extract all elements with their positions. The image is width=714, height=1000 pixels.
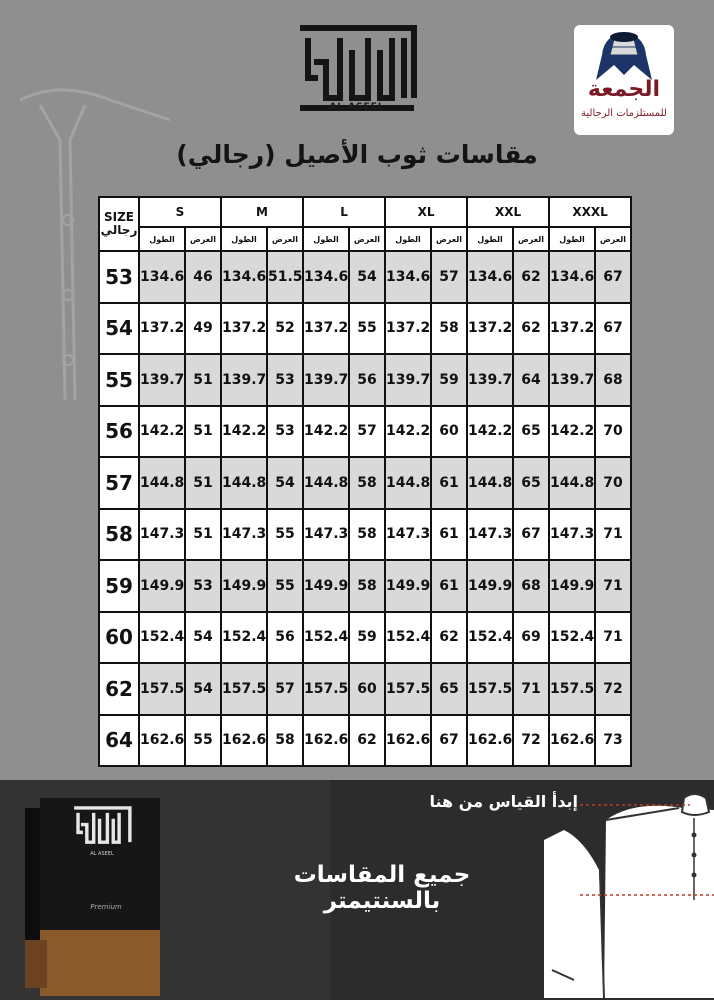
width-cell: 49 xyxy=(185,303,221,355)
width-cell: 57 xyxy=(349,406,385,458)
table-row xyxy=(99,663,631,715)
length-cell: 134.6 xyxy=(303,251,349,303)
width-cell: 61 xyxy=(431,509,467,561)
width-cell: 56 xyxy=(349,354,385,406)
width-cell: 51 xyxy=(185,509,221,561)
box-script-text: Premium xyxy=(90,903,122,911)
width-cell: 72 xyxy=(513,715,549,767)
table-row xyxy=(99,303,631,355)
width-cell: 53 xyxy=(185,560,221,612)
length-cell: 149.9 xyxy=(385,560,431,612)
width-cell: 64 xyxy=(513,354,549,406)
width-cell: 67 xyxy=(513,509,549,561)
width-cell: 54 xyxy=(267,457,303,509)
width-cell: 62 xyxy=(431,612,467,664)
width-cell: 51 xyxy=(185,354,221,406)
length-cell: 144.8 xyxy=(303,457,349,509)
width-cell: 71 xyxy=(595,612,631,664)
length-cell: 139.7 xyxy=(467,354,513,406)
width-subheader: العرض xyxy=(431,227,467,251)
row-size-label: 56 xyxy=(99,406,139,458)
width-subheader: العرض xyxy=(513,227,549,251)
length-cell: 147.3 xyxy=(221,509,267,561)
width-cell: 61 xyxy=(431,560,467,612)
size-header-en: SIZE xyxy=(103,210,134,224)
length-cell: 152.4 xyxy=(385,612,431,664)
box-logo-icon xyxy=(72,805,132,850)
row-size-label: 53 xyxy=(99,251,139,303)
row-size-label: 54 xyxy=(99,303,139,355)
table-row xyxy=(99,354,631,406)
length-cell: 149.9 xyxy=(139,560,185,612)
width-cell: 71 xyxy=(595,509,631,561)
width-cell: 73 xyxy=(595,715,631,767)
width-cell: 55 xyxy=(185,715,221,767)
table-row xyxy=(99,715,631,767)
length-cell: 142.2 xyxy=(549,406,595,458)
size-column-header: L xyxy=(303,197,385,227)
width-cell: 60 xyxy=(431,406,467,458)
width-cell: 67 xyxy=(431,715,467,767)
length-cell: 139.7 xyxy=(385,354,431,406)
length-subheader: الطول xyxy=(385,227,431,251)
length-cell: 147.3 xyxy=(549,509,595,561)
width-cell: 71 xyxy=(595,560,631,612)
width-cell: 55 xyxy=(349,303,385,355)
width-cell: 69 xyxy=(513,612,549,664)
length-cell: 152.4 xyxy=(549,612,595,664)
measure-line-icon xyxy=(580,802,714,898)
box-wood-base xyxy=(40,930,160,996)
width-subheader: العرض xyxy=(595,227,631,251)
width-cell: 62 xyxy=(349,715,385,767)
length-cell: 144.8 xyxy=(385,457,431,509)
length-cell: 157.5 xyxy=(549,663,595,715)
size-header-ar: رجالي xyxy=(100,223,138,237)
width-cell: 61 xyxy=(431,457,467,509)
box-wood-edge xyxy=(25,940,47,988)
width-cell: 65 xyxy=(431,663,467,715)
width-cell: 58 xyxy=(349,457,385,509)
width-cell: 51.5 xyxy=(267,251,303,303)
length-cell: 137.2 xyxy=(385,303,431,355)
size-header-cell xyxy=(99,197,139,251)
length-cell: 134.6 xyxy=(221,251,267,303)
table-row xyxy=(99,560,631,612)
length-cell: 137.2 xyxy=(303,303,349,355)
length-cell: 162.6 xyxy=(303,715,349,767)
width-cell: 70 xyxy=(595,457,631,509)
length-cell: 134.6 xyxy=(467,251,513,303)
length-cell: 139.7 xyxy=(549,354,595,406)
width-subheader: العرض xyxy=(185,227,221,251)
store-name: الجمعة xyxy=(587,77,661,102)
length-cell: 142.2 xyxy=(221,406,267,458)
length-cell: 147.3 xyxy=(303,509,349,561)
length-cell: 152.4 xyxy=(303,612,349,664)
length-cell: 147.3 xyxy=(385,509,431,561)
width-cell: 59 xyxy=(431,354,467,406)
length-cell: 139.7 xyxy=(139,354,185,406)
length-subheader: الطول xyxy=(467,227,513,251)
length-cell: 149.9 xyxy=(467,560,513,612)
width-cell: 67 xyxy=(595,303,631,355)
width-cell: 62 xyxy=(513,303,549,355)
table-row xyxy=(99,406,631,458)
width-cell: 52 xyxy=(267,303,303,355)
length-cell: 147.3 xyxy=(139,509,185,561)
table-row xyxy=(99,251,631,303)
size-column-header: XXXL xyxy=(549,197,631,227)
length-cell: 137.2 xyxy=(467,303,513,355)
width-cell: 58 xyxy=(267,715,303,767)
row-size-label: 64 xyxy=(99,715,139,767)
size-column-header: XL xyxy=(385,197,467,227)
length-subheader: الطول xyxy=(221,227,267,251)
width-cell: 60 xyxy=(349,663,385,715)
length-cell: 144.8 xyxy=(139,457,185,509)
size-column-header: XXL xyxy=(467,197,549,227)
length-cell: 144.8 xyxy=(549,457,595,509)
length-cell: 162.6 xyxy=(549,715,595,767)
length-cell: 162.6 xyxy=(139,715,185,767)
width-subheader: العرض xyxy=(349,227,385,251)
width-cell: 58 xyxy=(349,560,385,612)
width-cell: 54 xyxy=(185,663,221,715)
width-cell: 55 xyxy=(267,560,303,612)
headscarf-icon xyxy=(574,25,674,85)
width-cell: 72 xyxy=(595,663,631,715)
length-cell: 147.3 xyxy=(467,509,513,561)
store-tagline: للمستلزمات الرجالية xyxy=(581,108,667,119)
length-subheader: الطول xyxy=(139,227,185,251)
width-cell: 67 xyxy=(595,251,631,303)
width-cell: 65 xyxy=(513,406,549,458)
width-cell: 51 xyxy=(185,406,221,458)
length-cell: 162.6 xyxy=(221,715,267,767)
length-cell: 137.2 xyxy=(139,303,185,355)
page-title: مقاسات ثوب الأصيل (رجالي) xyxy=(176,140,538,169)
width-cell: 71 xyxy=(513,663,549,715)
all-cm-label: جميع المقاسات بالسنتيمتر xyxy=(293,862,471,914)
length-cell: 149.9 xyxy=(303,560,349,612)
length-cell: 157.5 xyxy=(139,663,185,715)
table-row xyxy=(99,612,631,664)
length-cell: 142.2 xyxy=(139,406,185,458)
width-cell: 68 xyxy=(595,354,631,406)
row-size-label: 58 xyxy=(99,509,139,561)
row-size-label: 55 xyxy=(99,354,139,406)
length-cell: 162.6 xyxy=(467,715,513,767)
width-cell: 55 xyxy=(267,509,303,561)
alaseel-logo-icon xyxy=(296,22,418,114)
width-subheader: العرض xyxy=(267,227,303,251)
length-cell: 144.8 xyxy=(221,457,267,509)
width-cell: 59 xyxy=(349,612,385,664)
row-size-label: 60 xyxy=(99,612,139,664)
box-logo-subtitle: AL ASEEL xyxy=(90,851,114,857)
store-badge xyxy=(574,25,674,135)
length-cell: 149.9 xyxy=(549,560,595,612)
width-cell: 58 xyxy=(349,509,385,561)
length-cell: 134.6 xyxy=(549,251,595,303)
width-cell: 57 xyxy=(431,251,467,303)
length-cell: 162.6 xyxy=(385,715,431,767)
length-cell: 139.7 xyxy=(303,354,349,406)
length-cell: 149.9 xyxy=(221,560,267,612)
length-cell: 137.2 xyxy=(549,303,595,355)
width-cell: 65 xyxy=(513,457,549,509)
row-size-label: 57 xyxy=(99,457,139,509)
width-cell: 57 xyxy=(267,663,303,715)
length-cell: 134.6 xyxy=(385,251,431,303)
width-cell: 58 xyxy=(431,303,467,355)
length-cell: 152.4 xyxy=(467,612,513,664)
width-cell: 54 xyxy=(349,251,385,303)
width-cell: 70 xyxy=(595,406,631,458)
length-cell: 157.5 xyxy=(467,663,513,715)
width-cell: 56 xyxy=(267,612,303,664)
length-cell: 142.2 xyxy=(303,406,349,458)
width-cell: 53 xyxy=(267,406,303,458)
length-cell: 144.8 xyxy=(467,457,513,509)
width-cell: 68 xyxy=(513,560,549,612)
width-cell: 54 xyxy=(185,612,221,664)
length-subheader: الطول xyxy=(303,227,349,251)
length-cell: 142.2 xyxy=(467,406,513,458)
length-cell: 152.4 xyxy=(139,612,185,664)
length-cell: 157.5 xyxy=(303,663,349,715)
width-cell: 62 xyxy=(513,251,549,303)
length-cell: 134.6 xyxy=(139,251,185,303)
row-size-label: 62 xyxy=(99,663,139,715)
length-cell: 152.4 xyxy=(221,612,267,664)
length-cell: 157.5 xyxy=(221,663,267,715)
table-row xyxy=(99,457,631,509)
width-cell: 53 xyxy=(267,354,303,406)
table-row xyxy=(99,509,631,561)
length-cell: 157.5 xyxy=(385,663,431,715)
size-table xyxy=(98,196,630,767)
length-cell: 142.2 xyxy=(385,406,431,458)
size-column-header: M xyxy=(221,197,303,227)
length-subheader: الطول xyxy=(549,227,595,251)
width-cell: 51 xyxy=(185,457,221,509)
size-column-header: S xyxy=(139,197,221,227)
row-size-label: 59 xyxy=(99,560,139,612)
length-cell: 139.7 xyxy=(221,354,267,406)
brand-subtitle: AL ASEEL xyxy=(329,102,385,112)
measure-start-label: إبدأ القياس من هنا xyxy=(429,792,578,811)
length-cell: 137.2 xyxy=(221,303,267,355)
width-cell: 46 xyxy=(185,251,221,303)
